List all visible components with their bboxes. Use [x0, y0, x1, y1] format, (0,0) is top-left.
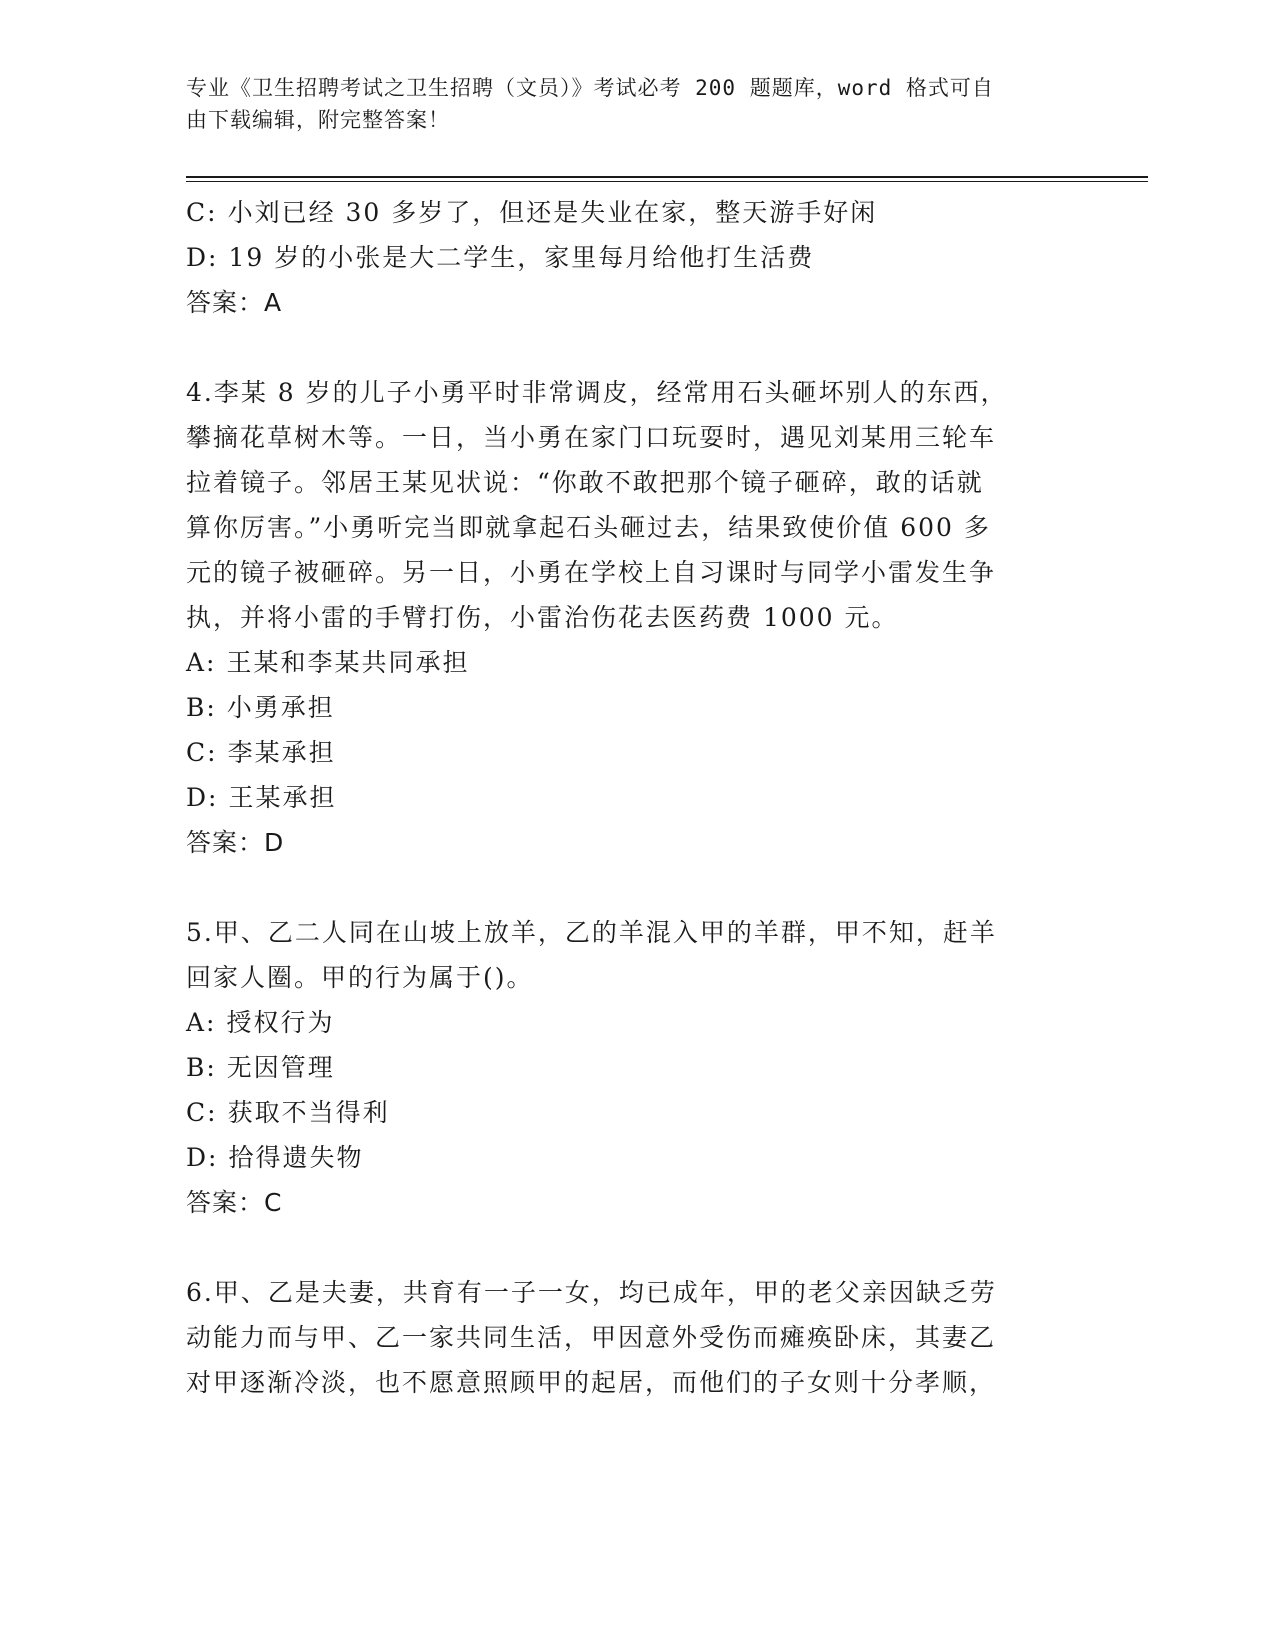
option-c: [186, 190, 1066, 235]
option-d: [186, 235, 1066, 280]
stem-line: 动能力而与甲、乙一家共同生活，甲因意外受伤而瘫痪卧床，其妻乙: [186, 1323, 997, 1352]
option-text: 19 岁的小张是大二学生，家里每月给他打生活费: [228, 243, 815, 272]
stem-line: 执，并将小雷的手臂打伤，小雷治伤花去医药费 1000 元。: [186, 603, 899, 632]
stem-line: 拉着镜子。邻居王某见状说：“你敢不敢把那个镜子砸碎，敢的话就: [186, 468, 984, 497]
question-stem: [186, 910, 1066, 1000]
answer-line: 答案：A: [186, 288, 283, 317]
option-d: [186, 775, 1066, 820]
option-text: 小勇承担: [226, 693, 335, 722]
option-text: 王某承担: [228, 783, 337, 812]
option-label: D:: [186, 783, 219, 812]
option-text: 李某承担: [227, 738, 336, 767]
option-text: 无因管理: [226, 1053, 335, 1082]
stem-line: 4.李某 8 岁的儿子小勇平时非常调皮，经常用石头砸坏别人的东西，: [186, 378, 1008, 407]
option-label: C:: [186, 738, 218, 767]
question-3-tail: [186, 190, 1066, 325]
option-label: C:: [186, 198, 218, 227]
option-a: [186, 640, 1066, 685]
question-4: [186, 370, 1066, 865]
answer-line: 答案：D: [186, 828, 285, 857]
option-d: [186, 1135, 1066, 1180]
header-divider-thin: [186, 181, 1148, 182]
stem-line: 回家人圈。甲的行为属于()。: [186, 963, 534, 992]
option-label: B:: [186, 693, 217, 722]
option-text: 拾得遗失物: [228, 1143, 364, 1172]
option-b: [186, 685, 1066, 730]
stem-line: 算你厉害。”小勇听完当即就拿起石头砸过去，结果致使价值 600 多: [186, 513, 991, 542]
question-stem: [186, 370, 1066, 640]
question-6: [186, 1270, 1066, 1405]
stem-line: 5.甲、乙二人同在山坡上放羊，乙的羊混入甲的羊群，甲不知，赶羊: [186, 918, 997, 947]
option-c: [186, 730, 1066, 775]
stem-line: 6.甲、乙是夫妻，共育有一子一女，均已成年，甲的老父亲因缺乏劳: [186, 1278, 997, 1307]
option-text: 授权行为: [226, 1008, 335, 1037]
stem-line: 对甲逐渐冷淡，也不愿意照顾甲的起居，而他们的子女则十分孝顺，: [186, 1368, 997, 1397]
option-label: C:: [186, 1098, 218, 1127]
option-label: A:: [186, 648, 217, 677]
option-b: [186, 1045, 1066, 1090]
option-label: B:: [186, 1053, 217, 1082]
header-title-line-2: 由下载编辑，附完整答案！: [186, 108, 450, 132]
document-body: [186, 190, 1066, 1405]
option-text: 获取不当得利: [227, 1098, 390, 1127]
option-text: 小刘已经 30 多岁了，但还是失业在家，整天游手好闲: [227, 198, 878, 227]
question-stem: [186, 1270, 1066, 1405]
option-c: [186, 1090, 1066, 1135]
option-text: 王某和李某共同承担: [226, 648, 470, 677]
option-label: D:: [186, 243, 219, 272]
option-label: A:: [186, 1008, 217, 1037]
stem-line: 元的镜子被砸碎。另一日，小勇在学校上自习课时与同学小雷发生争: [186, 558, 997, 587]
answer-line: 答案：C: [186, 1188, 283, 1217]
header-title-line-1: 专业《卫生招聘考试之卫生招聘（文员）》考试必考 200 题题库，word 格式可自: [186, 76, 994, 100]
document-header: [186, 72, 1066, 136]
option-label: D:: [186, 1143, 219, 1172]
header-divider-thick: [186, 176, 1148, 178]
question-5: [186, 910, 1066, 1225]
option-a: [186, 1000, 1066, 1045]
stem-line: 攀摘花草树木等。一日，当小勇在家门口玩耍时，遇见刘某用三轮车: [186, 423, 997, 452]
